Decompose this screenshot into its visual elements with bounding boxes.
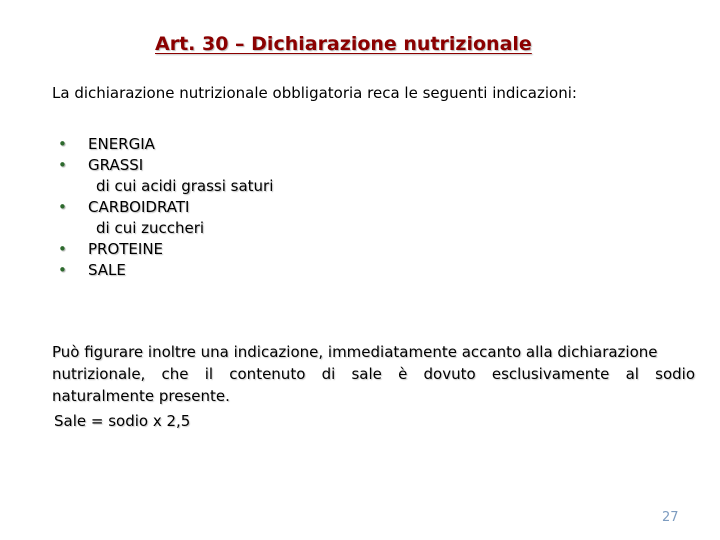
list-item-label: CARBOIDRATI [88,198,190,216]
paragraph-line: naturalmente presente. [52,387,230,405]
list-item-label: SALE [88,261,126,279]
list-subitem-label: di cui acidi grassi saturi [96,177,274,195]
list-item-label: ENERGIA [88,135,155,153]
bullet-icon: • [58,198,67,216]
page-number: 27 [662,510,679,525]
bullet-icon: • [58,156,67,174]
intro-text: La dichiarazione nutrizionale obbligatoria reca le seguenti indicazioni: [52,84,577,102]
sodium-note-paragraph [52,341,695,407]
list-item-label: PROTEINE [88,240,164,258]
slide-title: Art. 30 – Dichiarazione nutrizionale [155,33,532,55]
list-item-label: GRASSI [88,156,144,174]
bullet-icon: • [58,135,67,153]
list-subitem-label: di cui zuccheri [96,219,205,237]
paragraph-line: nutrizionale, che il contenuto di sale è dovuto esclusivamente al sodio [52,365,695,383]
salt-formula: Sale = sodio x 2,5 [54,412,191,430]
bullet-icon: • [58,240,67,258]
bullet-icon: • [58,261,67,279]
paragraph-line: Può figurare inoltre una indicazione, immediatamente accanto alla dichiarazione [52,343,658,361]
